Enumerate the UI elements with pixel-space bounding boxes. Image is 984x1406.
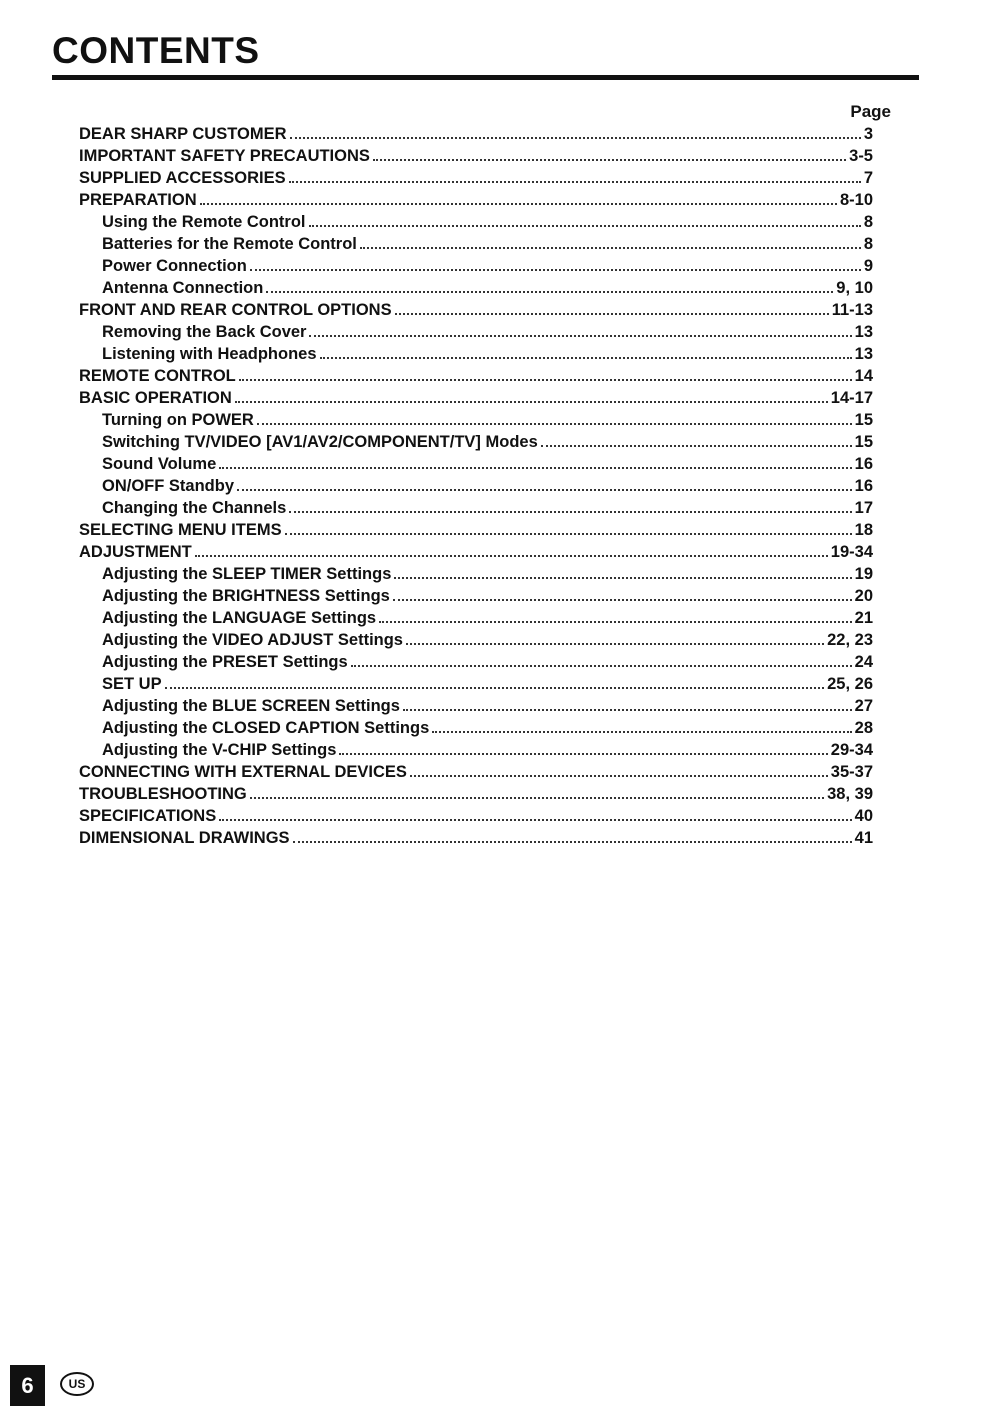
- dot-leader: [360, 233, 861, 249]
- toc-entry: [79, 431, 873, 453]
- toc-entry-page: 28: [854, 719, 873, 737]
- toc-entry: [79, 211, 873, 233]
- toc-entry-page: 7: [863, 169, 873, 187]
- dot-leader: [351, 651, 852, 667]
- dot-leader: [235, 387, 828, 403]
- dot-leader: [395, 299, 829, 315]
- dot-leader: [406, 629, 824, 645]
- toc-entry-page: 16: [854, 455, 873, 473]
- toc-entry-label: BASIC OPERATION: [79, 389, 232, 407]
- toc-entry: [79, 167, 873, 189]
- toc-entry: [79, 123, 873, 145]
- toc-entry: [79, 145, 873, 167]
- toc-entry: [79, 321, 873, 343]
- toc-entry: [79, 387, 873, 409]
- toc-entry: [79, 299, 873, 321]
- dot-leader: [410, 761, 828, 777]
- toc-entry-page: 38, 39: [827, 785, 873, 803]
- dot-leader: [289, 167, 861, 183]
- toc-entry: [79, 563, 873, 585]
- toc-entry-page: 13: [854, 345, 873, 363]
- dot-leader: [379, 607, 852, 623]
- page-number-badge: 6: [10, 1365, 45, 1406]
- dot-leader: [432, 717, 851, 733]
- toc-entry-label: Adjusting the BLUE SCREEN Settings: [102, 697, 400, 715]
- toc-entry: [79, 277, 873, 299]
- toc-entry: [79, 585, 873, 607]
- region-badge: US: [60, 1372, 94, 1396]
- toc-entry-page: 16: [854, 477, 873, 495]
- toc-entry: [79, 629, 873, 651]
- toc-entry-label: Sound Volume: [102, 455, 217, 473]
- dot-leader: [285, 519, 852, 535]
- toc-entry: [79, 607, 873, 629]
- toc-entry: [79, 365, 873, 387]
- toc-entry-label: Turning on POWER: [102, 411, 254, 429]
- dot-leader: [339, 739, 827, 755]
- toc-entry-label: Switching TV/VIDEO [AV1/AV2/COMPONENT/TV] Modes: [102, 433, 538, 451]
- dot-leader: [320, 343, 852, 359]
- toc-entry-label: Changing the Channels: [102, 499, 287, 517]
- toc-entry: [79, 497, 873, 519]
- toc-entry-label: Adjusting the CLOSED CAPTION Settings: [102, 719, 430, 737]
- toc-entry-label: FRONT AND REAR CONTROL OPTIONS: [79, 301, 392, 319]
- page-title: CONTENTS: [52, 30, 260, 71]
- toc-list: [79, 123, 873, 849]
- toc-entry: [79, 233, 873, 255]
- toc-entry-page: 9: [863, 257, 873, 275]
- toc-entry-label: ADJUSTMENT: [79, 543, 192, 561]
- dot-leader: [403, 695, 852, 711]
- toc-entry-label: SPECIFICATIONS: [79, 807, 217, 825]
- toc-entry-page: 3-5: [849, 147, 873, 165]
- toc-entry: [79, 519, 873, 541]
- toc-entry-page: 18: [854, 521, 873, 539]
- toc-entry: [79, 255, 873, 277]
- toc-entry-label: SELECTING MENU ITEMS: [79, 521, 282, 539]
- toc-entry-page: 17: [854, 499, 873, 517]
- toc-entry-page: 41: [854, 829, 873, 847]
- toc-entry-label: Listening with Headphones: [102, 345, 317, 363]
- toc-entry-label: PREPARATION: [79, 191, 197, 209]
- toc-entry-label: SET UP: [102, 675, 162, 693]
- toc-entry: [79, 717, 873, 739]
- toc-entry-page: 11-13: [831, 301, 873, 319]
- dot-leader: [237, 475, 852, 491]
- toc-entry-page: 20: [854, 587, 873, 605]
- dot-leader: [239, 365, 852, 381]
- toc-entry-page: 8: [863, 213, 873, 231]
- toc-entry-label: SUPPLIED ACCESSORIES: [79, 169, 286, 187]
- toc-entry-page: 8-10: [839, 191, 873, 209]
- toc-entry-page: 14-17: [830, 389, 873, 407]
- toc-entry-label: Using the Remote Control: [102, 213, 306, 231]
- title-divider: [52, 75, 919, 80]
- dot-leader: [541, 431, 852, 447]
- dot-leader: [165, 673, 825, 689]
- toc-entry-page: 15: [854, 433, 873, 451]
- dot-leader: [393, 585, 852, 601]
- toc-entry-page: 19-34: [830, 543, 873, 561]
- dot-leader: [219, 453, 851, 469]
- toc-entry-label: ON/OFF Standby: [102, 477, 234, 495]
- dot-leader: [394, 563, 851, 579]
- toc-entry-page: 24: [854, 653, 873, 671]
- dot-leader: [266, 277, 833, 293]
- dot-leader: [289, 497, 851, 513]
- dot-leader: [219, 805, 851, 821]
- toc-entry-label: Removing the Back Cover: [102, 323, 307, 341]
- toc-entry-page: 9, 10: [836, 279, 873, 297]
- dot-leader: [257, 409, 852, 425]
- toc-entry-label: Adjusting the VIDEO ADJUST Settings: [102, 631, 403, 649]
- toc-entry: [79, 475, 873, 497]
- toc-entry: [79, 739, 873, 761]
- dot-leader: [373, 145, 846, 161]
- toc-entry-page: 40: [854, 807, 873, 825]
- toc-entry: [79, 695, 873, 717]
- dot-leader: [309, 211, 861, 227]
- page-column-header: Page: [850, 102, 891, 121]
- dot-leader: [250, 255, 861, 271]
- toc-entry-label: Adjusting the LANGUAGE Settings: [102, 609, 377, 627]
- toc-entry-label: Antenna Connection: [102, 279, 264, 297]
- toc-entry-label: TROUBLESHOOTING: [79, 785, 247, 803]
- dot-leader: [293, 827, 852, 843]
- toc-entry-label: Adjusting the BRIGHTNESS Settings: [102, 587, 390, 605]
- toc-entry-label: CONNECTING WITH EXTERNAL DEVICES: [79, 763, 407, 781]
- toc-entry: [79, 541, 873, 563]
- toc-entry-label: DEAR SHARP CUSTOMER: [79, 125, 287, 143]
- toc-entry: [79, 651, 873, 673]
- toc-entry-page: 15: [854, 411, 873, 429]
- dot-leader: [290, 123, 861, 139]
- toc-entry-page: 13: [854, 323, 873, 341]
- dot-leader: [309, 321, 851, 337]
- toc-entry-page: 35-37: [830, 763, 873, 781]
- toc-entry-page: 22, 23: [827, 631, 873, 649]
- toc-entry-label: IMPORTANT SAFETY PRECAUTIONS: [79, 147, 370, 165]
- toc-entry: [79, 761, 873, 783]
- toc-entry-page: 3: [863, 125, 873, 143]
- toc-entry-page: 29-34: [830, 741, 873, 759]
- toc-entry-page: 8: [863, 235, 873, 253]
- toc-entry-label: Adjusting the PRESET Settings: [102, 653, 348, 671]
- toc-entry: [79, 827, 873, 849]
- toc-entry-label: REMOTE CONTROL: [79, 367, 236, 385]
- toc-entry-label: Adjusting the SLEEP TIMER Settings: [102, 565, 392, 583]
- toc-entry-page: 25, 26: [827, 675, 873, 693]
- toc-entry-label: Batteries for the Remote Control: [102, 235, 357, 253]
- dot-leader: [195, 541, 828, 557]
- toc-entry-page: 14: [854, 367, 873, 385]
- toc-entry: [79, 189, 873, 211]
- toc-entry-label: DIMENSIONAL DRAWINGS: [79, 829, 290, 847]
- toc-entry-page: 21: [854, 609, 873, 627]
- toc-entry: [79, 805, 873, 827]
- toc-entry: [79, 453, 873, 475]
- dot-leader: [200, 189, 837, 205]
- dot-leader: [250, 783, 824, 799]
- toc-entry-page: 19: [854, 565, 873, 583]
- toc-entry: [79, 783, 873, 805]
- toc-entry: [79, 673, 873, 695]
- toc-entry: [79, 343, 873, 365]
- toc-entry: [79, 409, 873, 431]
- toc-entry-page: 27: [854, 697, 873, 715]
- toc-entry-label: Adjusting the V-CHIP Settings: [102, 741, 337, 759]
- toc-entry-label: Power Connection: [102, 257, 247, 275]
